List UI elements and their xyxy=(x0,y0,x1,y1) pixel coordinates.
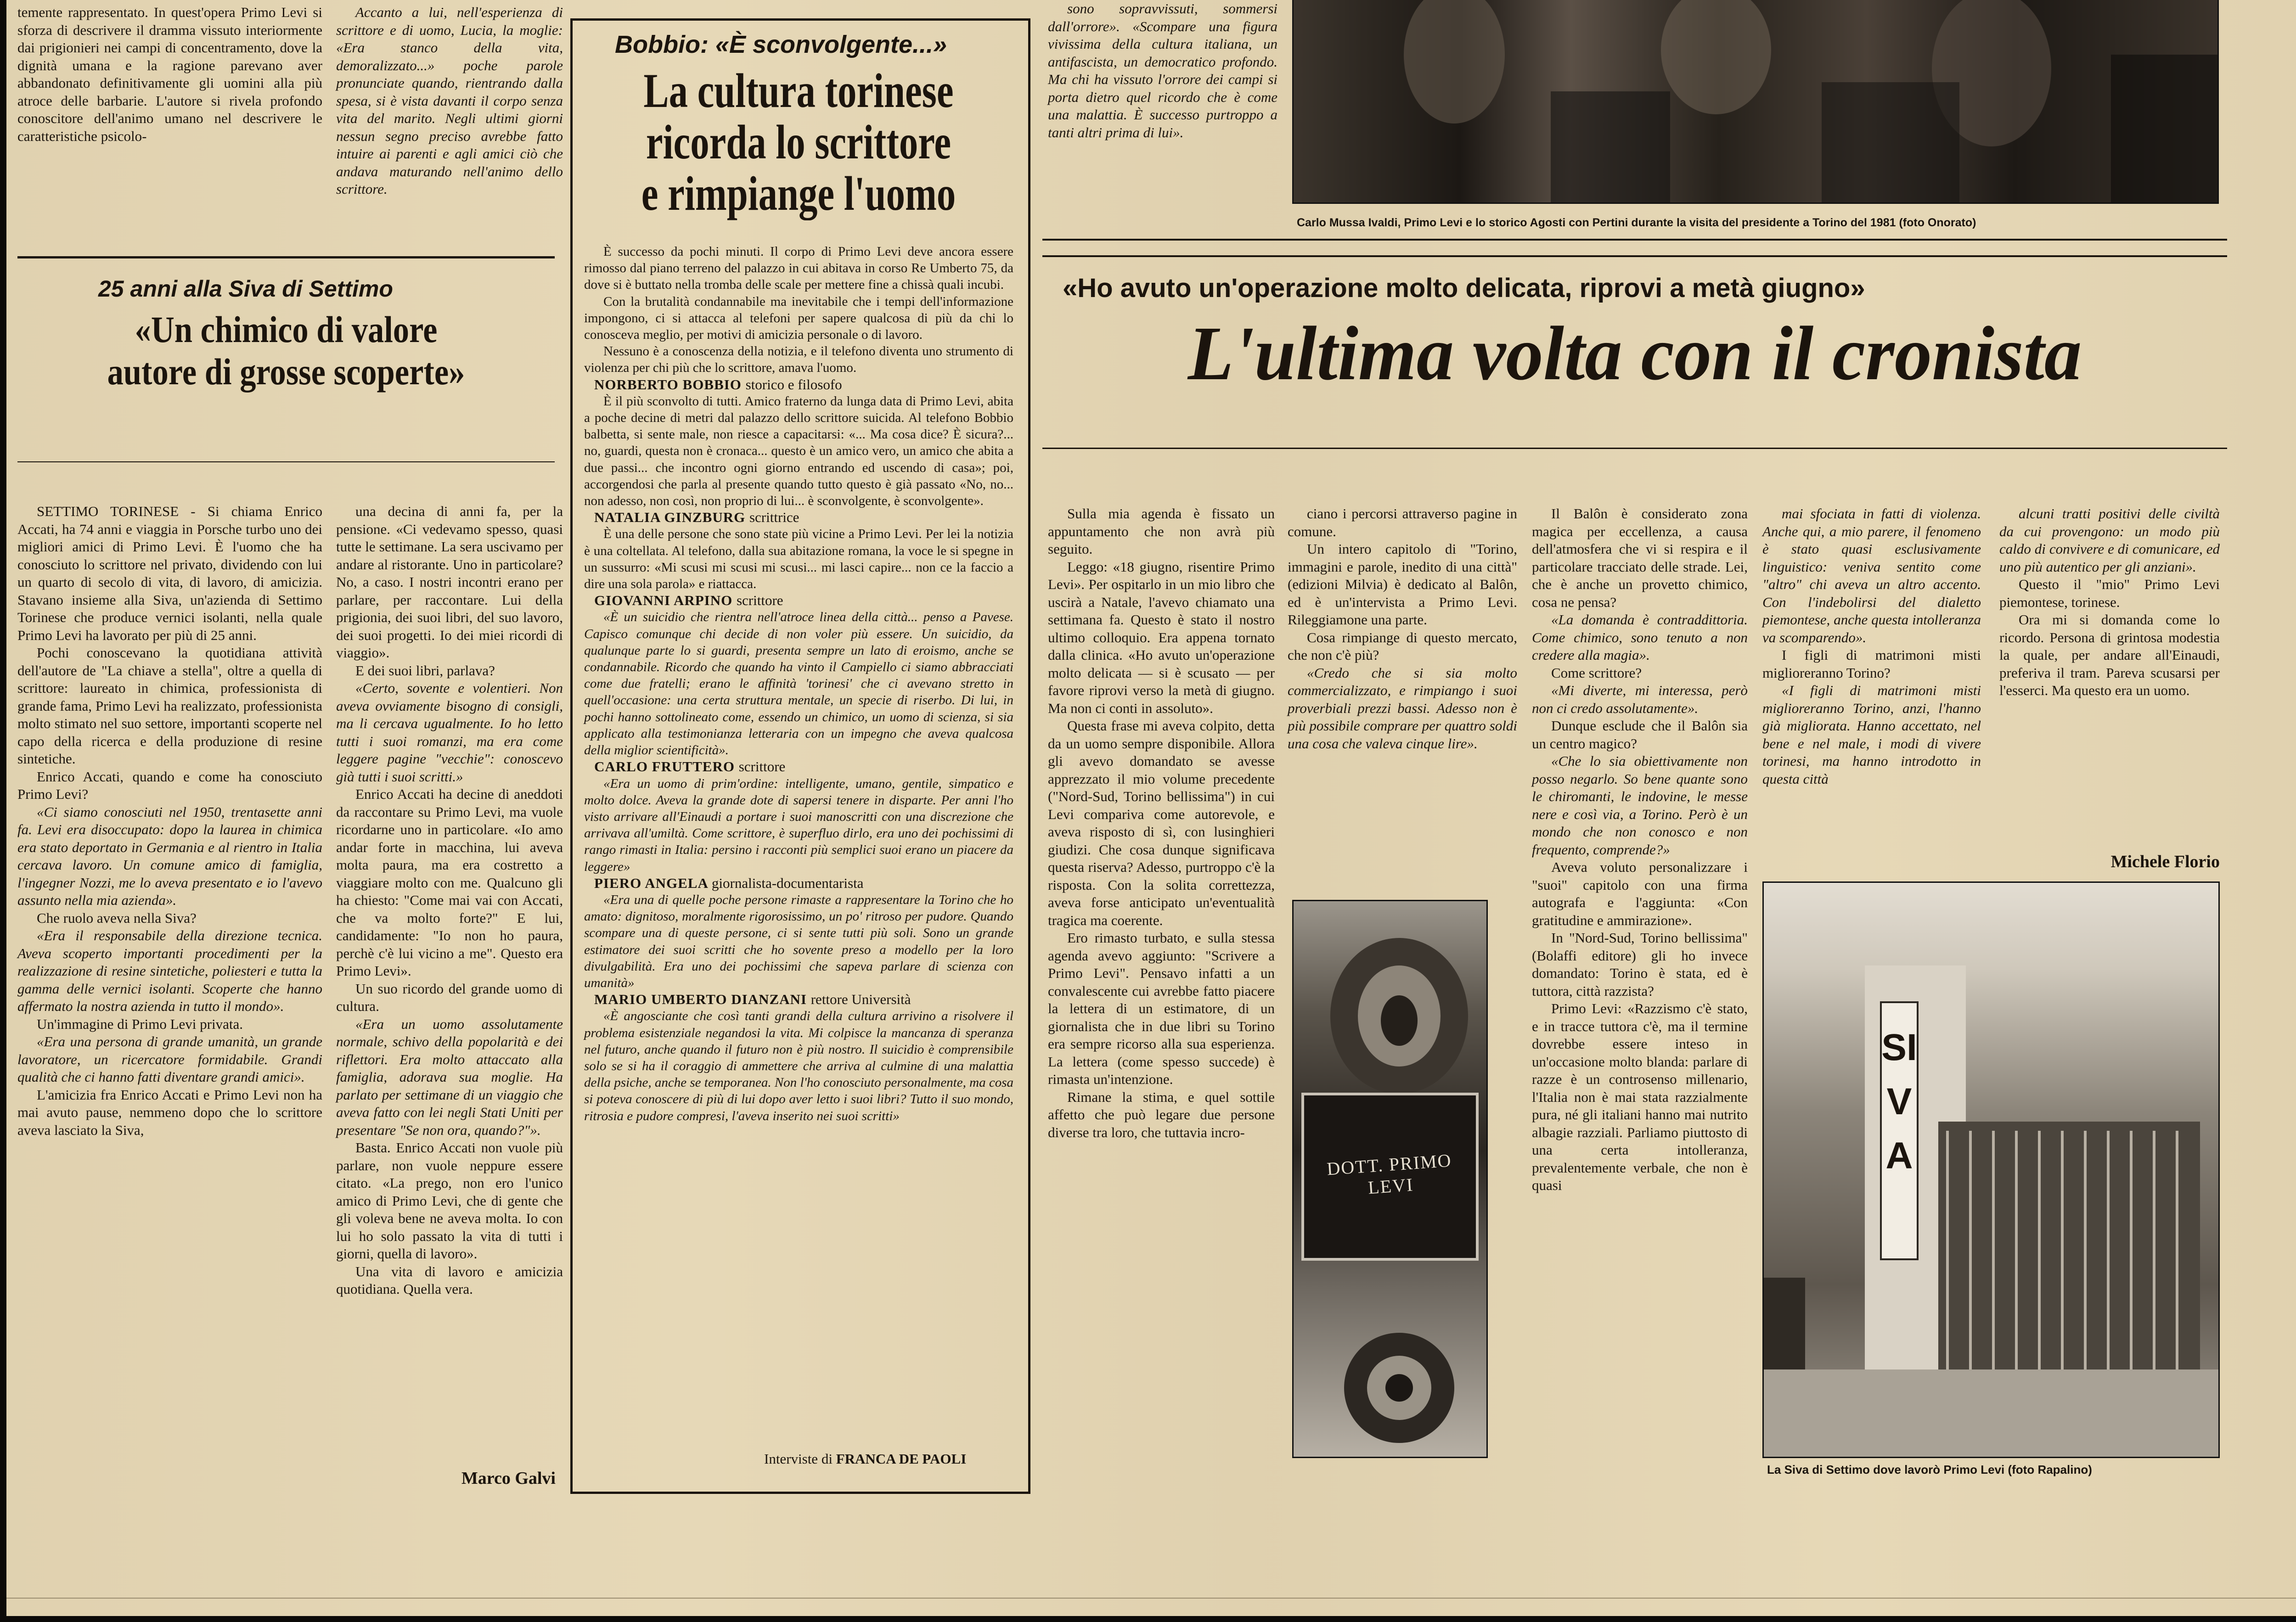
siva-headline xyxy=(55,309,517,393)
paragraph: Un intero capitolo di "Torino, immagini e parole, inedito di una città" (edizioni Milvia) è dedicato al Balôn, ed è un'intervista a Primo Levi. Rileggiamone una parte. xyxy=(1288,541,1517,628)
cultura-intro-paragraph: Con la brutalità condannabile ma inevitabile che i tempi dell'informazione impongono, ci si attacca al telefoni per sapere qualcosa di più da chi lo conosceva meglio, per motivi di amicizia personale o di lavoro. xyxy=(584,294,1013,342)
siva-kicker: 25 anni alla Siva di Settimo xyxy=(98,276,393,302)
paragraph: In "Nord-Sud, Torino bellissima" (Bolaffi editore) gli ho invece domandato: Torino è stata, ed è tuttora, città razzista? xyxy=(1532,930,1748,999)
paragraph: «La domanda è contraddittoria. Come chimico, sono tenuto a non credere alla magia». xyxy=(1532,612,1748,663)
bottom-page-edge xyxy=(6,1598,2296,1599)
paragraph: Rimane la stima, e quel sottile affetto che può legare due persone diverse tra loro, che tuttavia incro- xyxy=(1048,1089,1275,1140)
paragraph: Pochi conoscevano la quotidiana attività dell'autore de "La chiave a stella", oltre a quella di scrittore: laureato in chimica, professionista di grande fama, Primo Levi ha realizzato, professionista molto stimato nel suo settore, importanti scoperte nel capo della ricerca e della produzione di resine sintetiche. xyxy=(17,645,322,767)
paragraph: «Mi diverte, mi interessa, però non ci credo assolutamente». xyxy=(1532,682,1748,716)
interview-text: È una delle persone che sono state più vicine a Primo Levi. Per lei la notizia è una coltellata. Al telefono, dalla sua abitazione romana, la voce le si spegne in un sussurro: «Mi scusi mi scusi mi scusi... mi lasci capire... non ce la faccio a dire una sola parola» e riattacca. xyxy=(584,527,1013,592)
column-e-top xyxy=(1048,0,1277,141)
interview-text: È il più sconvolto di tutti. Amico fraterno da lunga data di Primo Levi, abita a poche decine di metri dal palazzo dello scrittore suicida. Al telefono Bobbio balbetta, si sente male, non riesce a capacitarsi: «... Ma cosa dice? È sicura?... no, guardi, questa non è cronaca... questo è un amico vero, un amico che abita a due passi... che incontro ogni giorno entrando ed uscendo di casa»; poi, accorgendosi che parla al presente quando tutto questo è già passato «No, no... non adesso, non così, non proprio di lui... è sconvolgente, è sconvolgente». xyxy=(584,393,1013,509)
cultura-intro-paragraph: Nessuno è a conoscenza della notizia, e il telefono diventa uno strumento di violenza per chi più che lo scrittore, amava l'uomo. xyxy=(584,344,1013,376)
paragraph: Ora mi si domanda come lo ricordo. Persona di grintosa modestia la quale, per andare all'Einaudi, preferiva il tram. Pareva scusarsi per l'esserci. Ma questo era un uomo. xyxy=(1999,612,2220,698)
interview-text: «È un suicidio che rientra nell'atroce linea della città... penso a Pavese. Capisco comunque chi decide di non voler più essere. Un suicidio, da qualunque parte lo si guardi, presenta sempre un lato di eroismo, anche se condannabile. Ricordo che quando ha vinto il Campiello ci siamo abbracciati come due fratelli; erano le affinità 'torinesi' che ci avevano stretto in quell'occasione: una certa struttura mentale, un specie di riserbo. Di lui, in pochi hanno sottolineato come, essendo un chimico, un uomo di scienza, si sia applicato alla testimonianza letteraria con un impegno che aveva qualcosa della miglior scientificità». xyxy=(584,610,1013,758)
photo-siva-image xyxy=(1764,883,2218,1457)
interviewee-role: giornalista-documentarista xyxy=(711,875,864,891)
paragraph: Basta. Enrico Accati non vuole più parlare, non vuole neppure essere citato. «La prego, non ero l'unico amico di Primo Levi, che di gente che gli voleva bene ne aveva molta. Io con lui ho solo passato la vita di tutti i giorni, quella di lavoro». xyxy=(336,1139,563,1262)
paragraph: Enrico Accati ha decine di aneddoti da raccontare su Primo Levi, ma vuole ricordarne uno in particolare. «Io amo andar forte in macchina, lui aveva molta paura, ma era costretto a viaggiare molto con me. Qualcuno gli ha chiesto: "Come mai vai con Accati, che va molto forte?" E lui, candidamente: "Io non ho paura, perchè c'è lui vicino a me". Questo era Primo Levi». xyxy=(336,786,563,979)
column-a-top xyxy=(17,4,322,145)
column-a-top-text: temente rappresentato. In quest'opera Primo Levi si sforza di descrivere il dramma vissuto interiormente dai prigionieri nei campi di concentramento, dove la dignità umana e la ragione parevano aver abbandonato definitivamente gli uomini alla più atroce delle barbarie. L'autore si rivela profondo conoscitore dell'animo umano nel descrivere le caratteristiche psicolo- xyxy=(17,4,322,144)
cronista-bottom-rule xyxy=(1042,448,2227,449)
interview-text: «Era un uomo di prim'ordine: intelligente, umano, gentile, simpatico e molto dolce. Aveva la grande dote di sapersi tenere in disparte. Per anni l'ho visto arrivare all'Einaudi a portare i suoi manoscritti con una discrezione che arrivava all'umiltà. Come scrittore, è superfluo dirlo, era uno dei pochissimi di rango rimasti in Italia: persino i racconti più semplici suoi erano un piacere da leggere» xyxy=(584,776,1013,874)
paragraph: ciano i percorsi attraverso pagine in comune. xyxy=(1288,505,1517,539)
cronista-column-5 xyxy=(1999,505,2220,700)
cultura-headline-line-2: ricorda lo scrittore xyxy=(646,115,951,169)
cronista-column-1 xyxy=(1048,505,1275,1141)
cronista-signature: Michele Florio xyxy=(2110,852,2220,871)
paragraph: mai sfociata in fatti di violenza. Anche qui, a mio parere, il fenomeno è stato quasi esclusivamente linguistico: veniva sentito come "altro" chi aveva un altro accento. Con l'indebolirsi del dialetto piemontese, anche questa intolleranza va scomparendo». xyxy=(1762,505,1981,645)
interviewee-name: GIOVANNI ARPINO xyxy=(594,592,733,609)
cultura-credit xyxy=(764,1451,966,1467)
cronista-kicker: «Ho avuto un'operazione molto delicata, riprovi a metà giugno» xyxy=(1063,273,1865,303)
paragraph: una decina di anni fa, per la pensione. «Ci vedevamo spesso, quasi tutte le settimane. La sera uscivamo per andare al ristorante. Uno in particolare? No, a caso. I nostri incontri erano per parlare, per raccontare. Lui della prigionia, dei suoi libri, del suo lavoro, dei suoi progetti. Io dei miei ricordi di viaggio». xyxy=(336,503,563,661)
paragraph: Questa frase mi aveva colpito, detta da un uomo sempre disponibile. Allora gli avevo domandato se avesse apprezzato il mio volume precedente ("Nord-Sud, Torino bellissima") in cui Levi compariva come autorevole, e aveva risposto di sì, con lusinghieri giudizi. Che cosa dunque significava questa riserva? Adesso, purtroppo c'è la risposta. Con la solita correttezza, aveva forse anticipato un'eventualità tragica ma coerente. xyxy=(1048,718,1275,928)
siva-headline-line-2: autore di grosse scoperte» xyxy=(107,351,465,393)
cronista-headline: L'ultima volta con il cronista xyxy=(1187,311,2082,396)
paragraph: Enrico Accati, quando e come ha conosciuto Primo Levi? xyxy=(17,768,322,802)
interviewee-heading xyxy=(584,509,1013,526)
cultura-headline-line-1: La cultura torinese xyxy=(643,64,954,118)
paragraph: «Ci siamo conosciuti nel 1950, trentasette anni fa. Levi era disoccupato: dopo la laurea in chimica era stato deportato in Germania e al rientro in Italia cercava lavoro. Un comune amico di famiglia, l'ingegner Nozzi, me lo aveva presentato e io l'avevo assunto nella mia azienda». xyxy=(17,803,322,908)
paragraph: Dunque esclude che il Balôn sia un centro magico? xyxy=(1532,718,1748,752)
paragraph: Come scrittore? xyxy=(1551,664,1642,681)
cronista-top-rule xyxy=(1042,255,2227,257)
column-e-top-text: sono sopravvissuti, sommersi dall'orrore». «Scompare una figura vivissima della cultura italiana, un antifascista, un democratico profondo. Ma chi ha vissuto l'orrore dei campi si porta dietro quel ricordo che è come una malattia. È successo purtroppo a tanti altri prima di lui». xyxy=(1048,0,1277,140)
newspaper-page xyxy=(6,0,2296,1616)
paragraph: «Che lo sia obiettivamente non posso negarlo. So bene quante sono le chiromanti, le indovine, le messe nere e così via, a Torino. Però è un mondo che non conosco e non frequento, comprende?» xyxy=(1532,753,1748,858)
paragraph: «I figli di matrimoni misti miglioreranno Torino, anzi, l'hanno già migliorata. Hanno accettato, nel bene e nel male, i modi di vivere torinesi, ma hanno introdotto in questa città xyxy=(1762,682,1981,787)
interviewee-heading xyxy=(584,991,1013,1008)
cultura-intro-paragraph: È successo da pochi minuti. Il corpo di Primo Levi deve ancora essere rimosso dal piano terreno del palazzo in cui abitava in corso Re Umberto 75, da dove si è buttato nella tromba delle scale per mettere fine a chissà quali incubi. xyxy=(584,244,1013,292)
paragraph: Una vita di lavoro e amicizia quotidiana. Quella vera. xyxy=(336,1263,563,1297)
cultura-headline-line-3: e rimpiange l'uomo xyxy=(641,167,956,220)
column-b-top xyxy=(336,4,563,198)
cronista-column-3 xyxy=(1532,505,1748,1195)
interviewee-heading xyxy=(584,592,1013,609)
photo-siva-sign-text: SIVA xyxy=(1881,1027,1917,1177)
interviewee-name: CARLO FRUTTERO xyxy=(594,758,735,775)
cronista-column-4 xyxy=(1762,505,1981,788)
interviewee-role: storico e filosofo xyxy=(745,376,842,393)
paragraph: Un'immagine di Primo Levi privata. xyxy=(37,1016,243,1032)
cultura-kicker: Bobbio: «È sconvolgente...» xyxy=(615,31,947,58)
siva-signature: Marco Galvi xyxy=(461,1469,556,1488)
paragraph: SETTIMO TORINESE - Si chiama Enrico Accati, ha 74 anni e viaggia in Porsche turbo uno dei migliori amici di Primo Levi. È l'uomo che ha conosciuto lo scrittore nel privato, dividendo con lui un quarto di secolo di vita, di lavoro, di amicizia. Stavano insieme alla Siva, un'azienda di Settimo Torinese che produce vernici isolanti, nella quale Primo Levi ha lavorato per più di 25 anni. xyxy=(17,503,322,643)
interview-text: «Era una di quelle poche persone rimaste a rappresentare la Torino che ho amato: dignitoso, moralmente rigorosissimo, un po' ritroso per pudore. Quando scompare una di queste persone, ci si sente tutti più soli. Sono un grande estimatore dei suoi scritti che ho sovente preso a modello per la loro divulgabilità. Era uno dei pochissimi che sapeva parlare di scienza con umanità» xyxy=(584,892,1013,990)
siva-column-2 xyxy=(336,503,563,1298)
paragraph: Sulla mia agenda è fissato un appuntamento che non avrà più seguito. xyxy=(1048,505,1275,557)
photo-pertini-image xyxy=(1294,0,2217,202)
column-b-top-text: Accanto a lui, nell'esperienza di scrittore e di uomo, Lucia, la moglie: «Era stanco della vita, demoralizzato...» poche parole pronunciate quando, rientrando dalla spesa, si è vista davanti il corpo senza vita del marito. Negli ultimi giorni nessun segno preciso avrebbe fatto intuire ai parenti e agli amici ciò che andava maturando nell'animo dello scrittore. xyxy=(336,4,563,197)
photo-pertini xyxy=(1292,0,2219,204)
cronista-column-2 xyxy=(1288,505,1517,752)
interviewee-role: scrittrice xyxy=(749,509,799,526)
paragraph: «Certo, sovente e volentieri. Non aveva ovviamente bisogno di consigli, ma li cercava ugualmente. Io ho letto tutti i suoi romanzi, ma era come leggere pagine "vecchie": conoscevo già tutti i suoi scritti.» xyxy=(336,680,563,785)
cultura-headline xyxy=(625,65,973,219)
paragraph: Primo Levi: «Razzismo c'è stato, e in tracce tuttora c'è, ma il termine dovrebbe essere inteso in un'occasione molto blanda: parlare di razze è un controsenso millenario, l'Italia non è mai stata razzialmente pura, né gli italiani hanno mai nutrito albagie razziali. Parliamo piuttosto di una certa intolleranza, prevalentemente verbale, che non è quasi xyxy=(1532,1000,1748,1193)
paragraph: Questo il "mio" Primo Levi piemontese, torinese. xyxy=(1999,576,2220,610)
interview-text: «È angosciante che così tanti grandi della cultura arrivino a risolvere il problema esistenziale negandosi la vita. Mi colpisce la mancanza di speranza nel futuro, anche quando il futuro non è più nostro. Il suicidio è comprensibile solo se si ha il coraggio di ammettere che arriva al culmine di una malattia della psiche, anche se temporanea. Non l'ho conosciuto personalmente, ma cosa si poteva conoscere di più di lui dopo aver letto i suoi libri? Tutto il suo mondo, ritrosia e pudore compresi, l'aveva inserito nei suoi scritti» xyxy=(584,1009,1013,1123)
interviewee-heading xyxy=(584,875,1013,892)
paragraph: Leggo: «18 giugno, risentire Primo Levi». Per ospitarlo in un mio libro che uscirà a Natale, l'avevo chiamato una settimana fa. Questo è stato il nostro ultimo colloquio. Era appena tornato dalla clinica. «Ho avuto un'operazione molto delicata — si è scusato — per favore riprovi verso la metà di giugno. Ma non ci conti in assoluto». xyxy=(1048,558,1275,716)
interviewee-name: NORBERTO BOBBIO xyxy=(594,376,742,393)
interviewee-heading xyxy=(584,376,1013,393)
interviewee-name: MARIO UMBERTO DIANZANI xyxy=(594,991,807,1008)
paragraph: Ero rimasto turbato, e sulla stessa agenda avevo aggiunto: "Scrivere a Primo Levi". Pensavo infatti a un convalescente cui avrebbe fatto piacere la lettera di un estimatore, di un giornalista che in due libri su Torino era sempre ricorso alla sua esperienza. La lettera (come spesso succede) è rimasta un'intenzione. xyxy=(1048,930,1275,1087)
interviewee-role: scrittore xyxy=(736,592,783,609)
paragraph: «Era il responsabile della direzione tecnica. Aveva scoperto importanti procedimenti per la realizzazione di resine sintetiche, poliesteri e tutta la gamma delle vernici isolanti. Scoperte che hanno affermato la nostra azienda in tutto il mondo». xyxy=(17,927,322,1014)
paragraph: alcuni tratti positivi delle civiltà da cui provengono: un modo più caldo di convivere e di comunicare, ed uno più autentico per gli anziani». xyxy=(1999,505,2220,575)
siva-column-1 xyxy=(17,503,322,1139)
siva-bottom-rule xyxy=(17,461,555,462)
cultura-credit-name: FRANCA DE PAOLI xyxy=(836,1451,967,1467)
interviewee-role: rettore Università xyxy=(810,991,911,1008)
paragraph: «Era una persona di grande umanità, un grande lavoratore, un ricercatore formidabile. Grandi qualità che ci hanno fatti diventare grandi amici». xyxy=(17,1033,322,1085)
photo-siva xyxy=(1762,881,2220,1458)
siva-top-rule xyxy=(17,256,555,258)
cultura-body xyxy=(584,243,1013,1124)
interviewee-heading xyxy=(584,758,1013,775)
paragraph: Che ruolo aveva nella Siva? xyxy=(37,909,197,926)
siva-signature-wrap xyxy=(336,1467,556,1487)
cultura-credit-prefix: Interviste di xyxy=(764,1451,833,1467)
paragraph: Un suo ricordo del grande uomo di cultura. xyxy=(336,980,563,1014)
paragraph: Il Balôn è considerato zona magica per eccellenza, a causa dell'atmosfera che vi si respira e il particolare tracciato delle strade. Lei, che è anche un provetto chimico, cosa ne pensa? xyxy=(1532,505,1748,610)
paragraph: «Credo che si sia molto commercializzato, e rimpiango i suoi proverbiali prezzi bassi. Adesso non è più possibile comprare per quattro soldi una cosa che valeva cinque lire». xyxy=(1288,664,1517,752)
photo-pertini-caption: Carlo Mussa Ivaldi, Primo Levi e lo storico Agosti con Pertini durante la visita del presidente a Torino del 1981 (foto Onorato) xyxy=(1297,216,1976,229)
interviewee-name: NATALIA GINZBURG xyxy=(594,509,746,526)
cronista-signature-wrap xyxy=(1999,850,2220,871)
paragraph: Aveva voluto personalizzare i "suoi" capitolo con una firma autografa e l'aggiunta: «Con gratitudine e ammirazione». xyxy=(1532,859,1748,928)
siva-headline-line-1: «Un chimico di valore xyxy=(135,309,438,350)
paragraph: E dei suoi libri, parlava? xyxy=(355,662,495,679)
paragraph: I figli di matrimoni misti miglioreranno Torino? xyxy=(1762,647,1981,681)
photo-door-sign xyxy=(1292,900,1488,1458)
interviewee-role: scrittore xyxy=(738,758,786,775)
interviewee-name: PIERO ANGELA xyxy=(594,875,708,891)
paragraph: «Era un uomo assolutamente normale, schivo della popolarità e dei riflettori. Era molto attaccato alla famiglia, adorava sua moglie. Ha parlato per settimane di un viaggio che aveva fatto con lei negli Stati Uniti per presentare "Se non ora, quando?"». xyxy=(336,1016,563,1138)
paragraph: L'amicizia fra Enrico Accati e Primo Levi non ha mai avuto pause, nemmeno dopo che lo scrittore aveva lasciato la Siva, xyxy=(17,1086,322,1138)
photo-siva-caption: La Siva di Settimo dove lavorò Primo Levi (foto Rapalino) xyxy=(1767,1463,2092,1476)
paragraph: Cosa rimpiange di questo mercato, che non c'è più? xyxy=(1288,629,1517,663)
photo-pertini-rule xyxy=(1042,239,2227,241)
photo-door-sign-text: DOTT. PRIMO LEVI xyxy=(1326,1150,1452,1198)
